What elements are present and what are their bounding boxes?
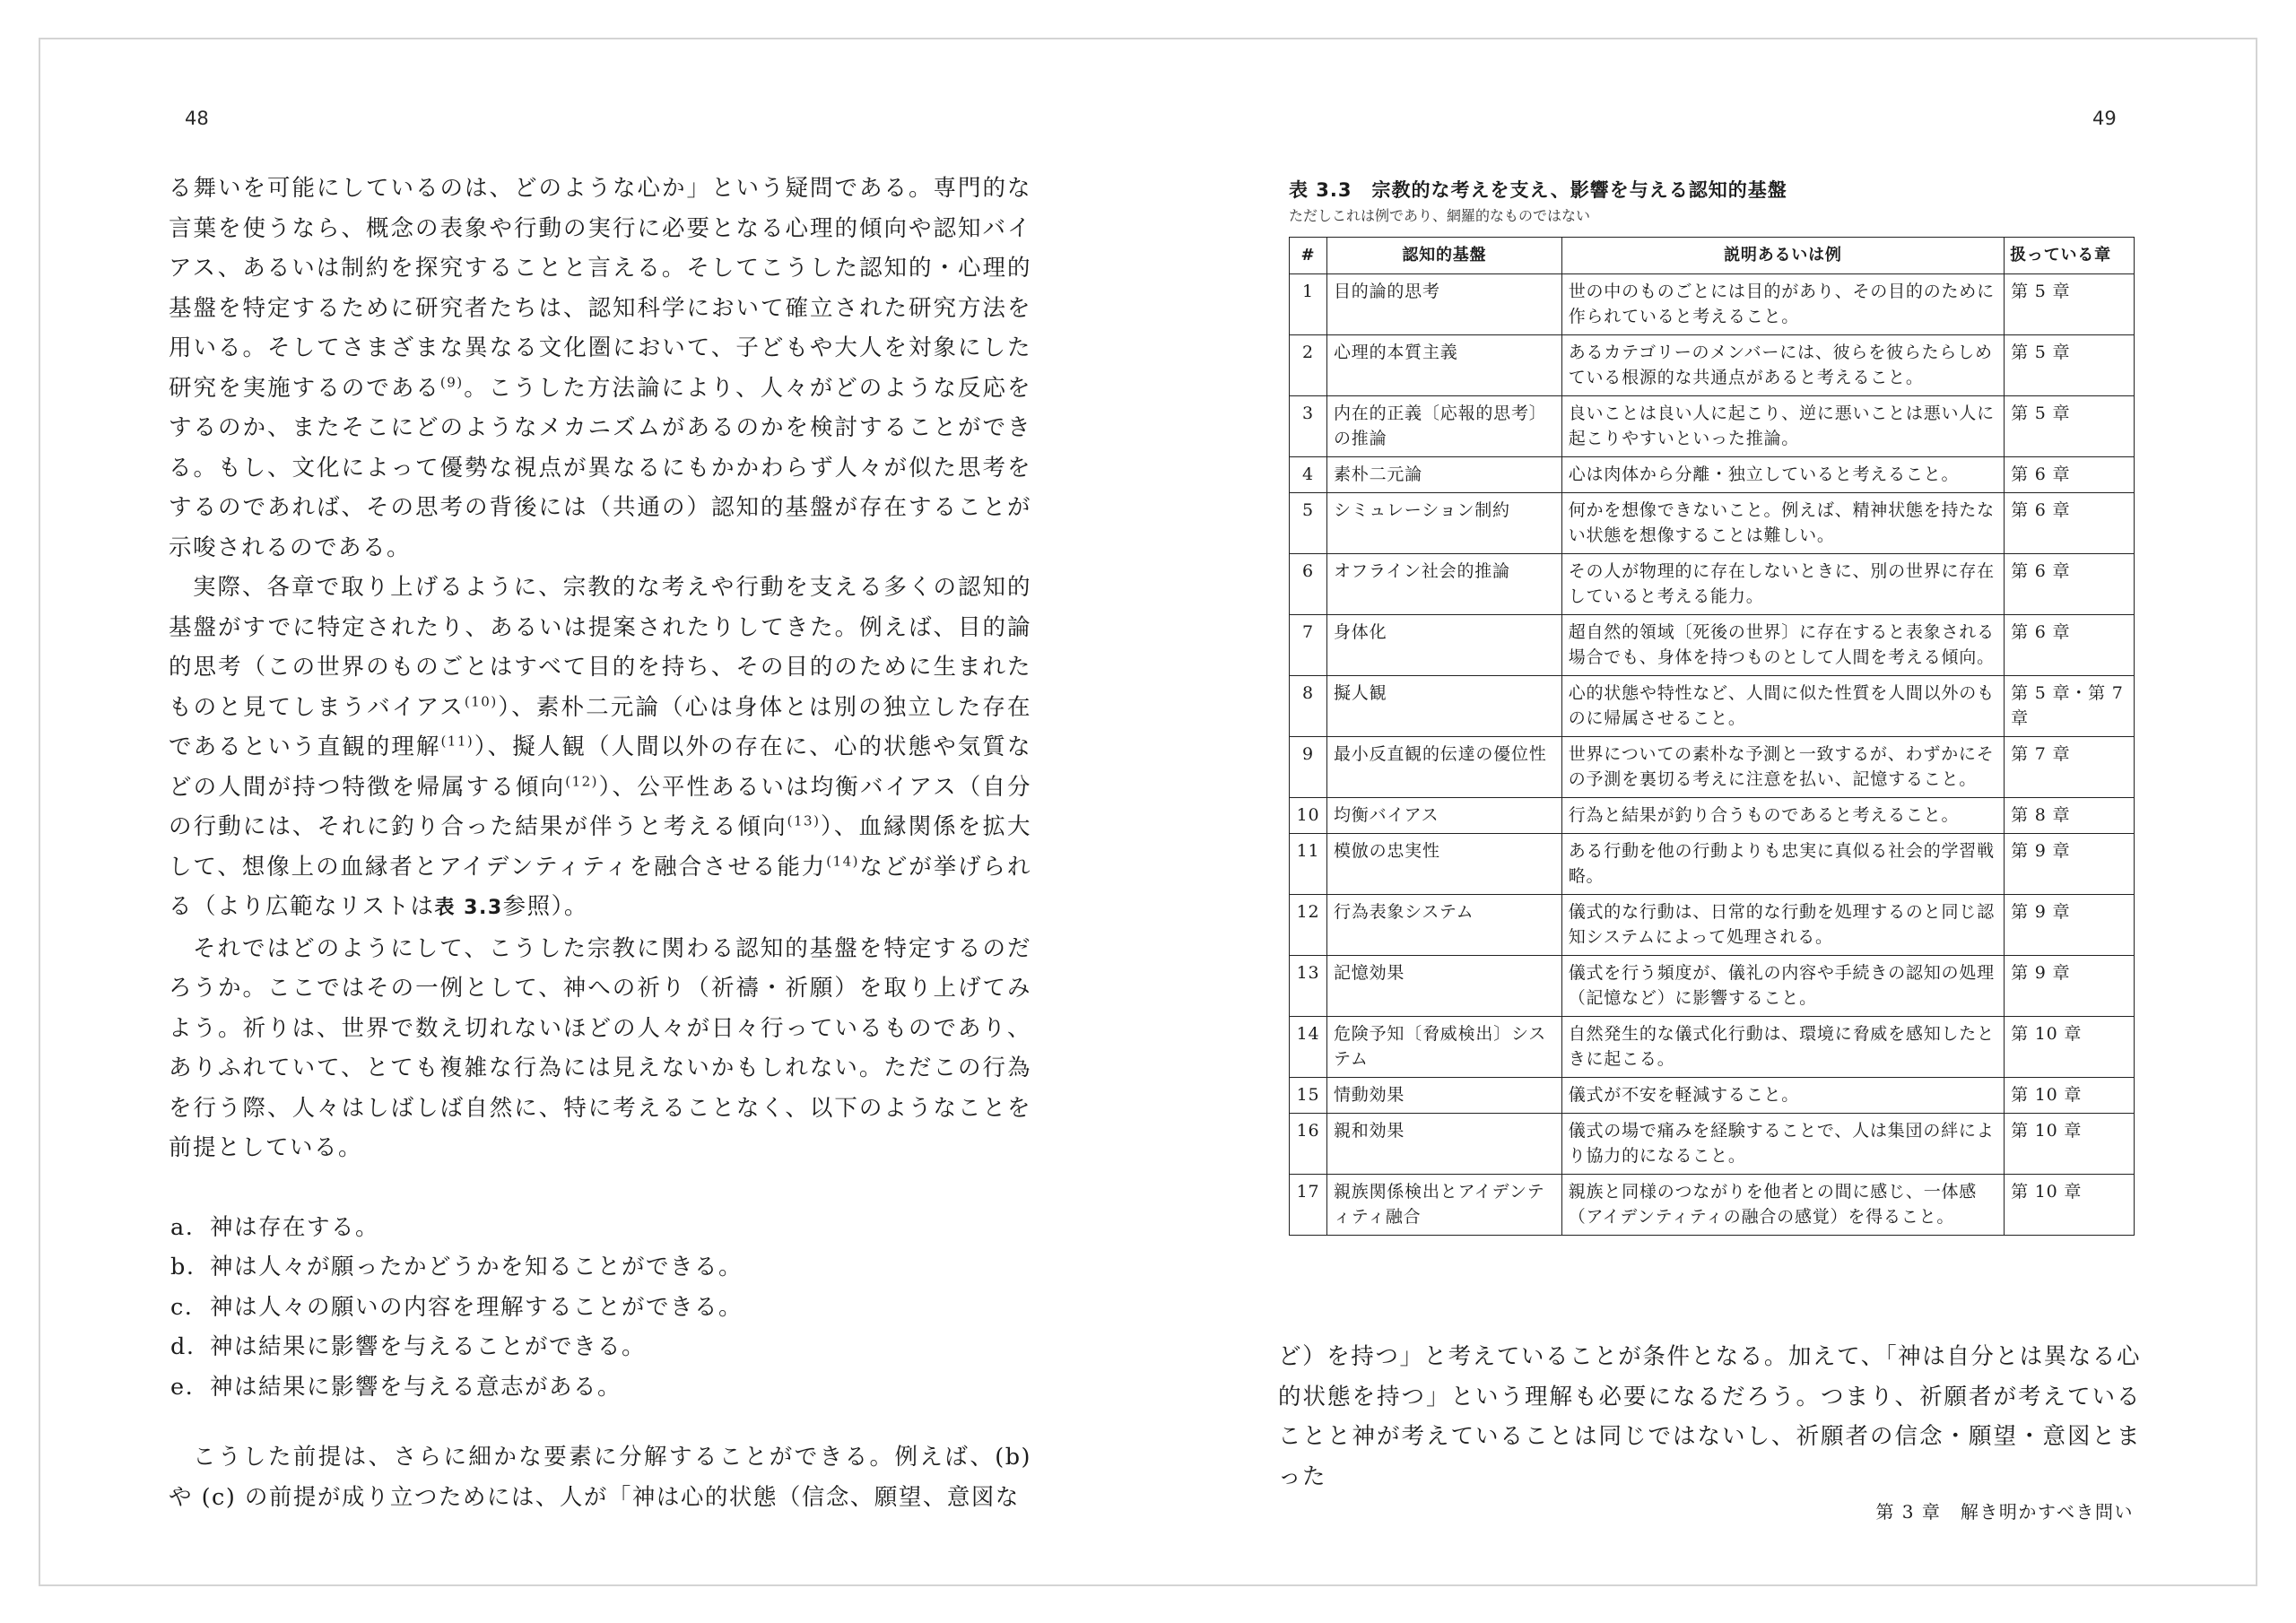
row-number-cell: 5: [1290, 493, 1327, 554]
cognitive-foundations-table: [1289, 237, 2135, 1236]
row-number-cell: 8: [1290, 676, 1327, 737]
table-row: [1290, 956, 2135, 1017]
chapter-cell: 第 6 章: [2005, 493, 2135, 554]
chapter-cell: 第 6 章: [2005, 554, 2135, 615]
table-title: 表 3.3 宗教的な考えを支え、影響を与える認知的基盤: [1289, 179, 1787, 201]
description-cell: 何かを想像できないこと。例えば、精神状態を持たない状態を想像することは難しい。: [1561, 493, 2004, 554]
chapter-cell: 第 5 章: [2005, 396, 2135, 457]
left-page-number: 48: [185, 108, 209, 129]
premise-list: [169, 1208, 1031, 1408]
table-row: [1290, 737, 2135, 798]
chapter-cell: 第 10 章: [2005, 1114, 2135, 1175]
table-header-row: [1290, 238, 2135, 274]
foundation-name-cell: オフライン社会的推論: [1326, 554, 1561, 615]
row-number-cell: 17: [1290, 1175, 1327, 1236]
description-cell: 心は肉体から分離・独立していると考えること。: [1561, 457, 2004, 493]
premise-marker: e.: [170, 1373, 195, 1401]
foundation-name-cell: 内在的正義〔応報的思考〕の推論: [1326, 396, 1561, 457]
chapter-cell: 第 10 章: [2005, 1017, 2135, 1078]
chapter-cell: 第 5 章・第 7 章: [2005, 676, 2135, 737]
closing-paragraph: こうした前提は、さらに細かな要素に分解することができる。例えば、(b) や (c) の前提が成り立つためには、人が「神は心的状態（信念、願望、意図な: [169, 1444, 1031, 1511]
footnote-reference: (10): [464, 693, 498, 709]
description-cell: 行為と結果が釣り合うものであると考えること。: [1561, 798, 2004, 834]
row-number-cell: 13: [1290, 956, 1327, 1017]
row-number-cell: 9: [1290, 737, 1327, 798]
text-run: 実際、各章で取り上げるように、宗教的な考えや行動を支える多くの認知的基盤がすでに特定されたり、あるいは提案されたりしてきた。例えば、目的論的思考（この世界のものごとはすべて目的を持ち、その目的のために生まれたものと見てしまうバイアス: [169, 574, 1031, 721]
row-number-cell: 16: [1290, 1114, 1327, 1175]
foundation-name-cell: 行為表象システム: [1326, 895, 1561, 956]
premise-item: [169, 1288, 1031, 1328]
header-foundation: 認知的基盤: [1326, 238, 1561, 274]
description-cell: 超自然的領域〔死後の世界〕に存在すると表象される場合でも、身体を持つものとして人間を考える傾向。: [1561, 615, 2004, 676]
row-number-cell: 11: [1290, 834, 1327, 895]
description-cell: その人が物理的に存在しないときに、別の世界に存在していると考える能力。: [1561, 554, 2004, 615]
right-body-text: ど）を持つ」と考えていることが条件となる。加えて、「神は自分とは異なる心的状態を持つ」という理解も必要になるだろう。つまり、祈願者が考えていることと神が考えていることは同じではないし、祈願者の信念・願望・意図とまった: [1278, 1343, 2141, 1490]
description-cell: 儀式的な行動は、日常的な行動を処理するのと同じ認知システムによって処理される。: [1561, 895, 2004, 956]
text-run: 。こうした方法論により、人々がどのような反応をするのか、またそこにどのようなメカニズムがあるのかを検討することができる。もし、文化によって優勢な視点が異なるにもかかわらず人々が似た思考をするのであれば、その思考の背後には（共通の）認知的基盤が存在することが示唆されるのである。: [169, 374, 1031, 561]
foundation-name-cell: 均衡バイアス: [1326, 798, 1561, 834]
description-cell: 世の中のものごとには目的があり、その目的のために作られていると考えること。: [1561, 274, 2004, 335]
footnote-reference: (13): [787, 812, 821, 829]
premise-item: [169, 1367, 1031, 1408]
table-row: [1290, 895, 2135, 956]
table-reference: 表 3.3: [434, 897, 503, 919]
foundation-name-cell: 目的論的思考: [1326, 274, 1561, 335]
premise-item: [169, 1208, 1031, 1248]
premise-marker: a.: [170, 1213, 195, 1241]
foundation-name-cell: 模倣の忠実性: [1326, 834, 1561, 895]
text-run: ）、素朴二元論（心は身体とは別の独立した存在であるという直観的理解: [169, 693, 1031, 760]
header-description: 説明あるいは例: [1561, 238, 2004, 274]
description-cell: 自然発生的な儀式化行動は、環境に脅威を感知したときに起こる。: [1561, 1017, 2004, 1078]
table-row: [1290, 676, 2135, 737]
body-paragraph: [169, 169, 1031, 568]
foundation-name-cell: 最小反直観的伝達の優位性: [1326, 737, 1561, 798]
description-cell: ある行動を他の行動よりも忠実に真似る社会的学習戦略。: [1561, 834, 2004, 895]
text-run: などが挙げられる（より広範なリストは: [169, 853, 1031, 920]
premise-marker: b.: [170, 1254, 196, 1280]
chapter-cell: 第 10 章: [2005, 1175, 2135, 1236]
foundation-name-cell: 親和効果: [1326, 1114, 1561, 1175]
text-run: ）、血縁関係を拡大して、想像上の血縁者とアイデンティティを融合させる能力: [169, 813, 1031, 881]
chapter-cell: 第 9 章: [2005, 834, 2135, 895]
table-row: [1290, 834, 2135, 895]
premise-marker: c.: [170, 1293, 194, 1321]
premise-text: 神は結果に影響を与えることができる。: [210, 1333, 647, 1360]
running-footer: 第 3 章 解き明かすべき問い: [1875, 1501, 2134, 1523]
row-number-cell: 4: [1290, 457, 1327, 493]
row-number-cell: 3: [1290, 396, 1327, 457]
table-row: [1290, 1017, 2135, 1078]
premise-text: 神は存在する。: [210, 1213, 380, 1241]
header-chapter: 扱っている章: [2005, 238, 2135, 274]
chapter-cell: 第 10 章: [2005, 1078, 2135, 1114]
premise-text: 神は人々の願いの内容を理解することができる。: [210, 1293, 744, 1321]
footnote-reference: (11): [440, 733, 474, 750]
row-number-cell: 10: [1290, 798, 1327, 834]
table-row: [1290, 1175, 2135, 1236]
right-page-number: 49: [2092, 108, 2117, 129]
text-run: ）、擬人観（人間以外の存在に、心的状態や気質などの人間が持つ特徴を帰属する傾向: [169, 733, 1031, 801]
text-run: ）、公平性あるいは均衡バイアス（自分の行動には、それに釣り合った結果が伴うと考える傾向: [169, 773, 1031, 840]
table-note: ただしこれは例であり、網羅的なものではない: [1289, 207, 1591, 224]
table-row: [1290, 615, 2135, 676]
description-cell: 世界についての素朴な予測と一致するが、わずかにその予測を裏切る考えに注意を払い、記憶すること。: [1561, 737, 2004, 798]
foundation-name-cell: 危険予知〔脅威検出〕システム: [1326, 1017, 1561, 1078]
text-run: る舞いを可能にしているのは、どのような心か」という疑問である。専門的な言葉を使うなら、概念の表象や行動の実行に必要となる心理的傾向や認知バイアス、あるいは制約を探究することと言える。そしてこうした認知的・心理的基盤を特定するために研究者たちは、認知科学において確立された研究方法を用いる。そしてさまざまな異なる文化圏において、子どもや大人を対象にした研究を実施するのである: [169, 175, 1031, 402]
table-row: [1290, 493, 2135, 554]
premise-text: 神は結果に影響を与える意志がある。: [210, 1373, 622, 1401]
text-run: 参照）。: [502, 893, 588, 920]
premise-marker: d.: [170, 1333, 196, 1360]
description-cell: 儀式が不安を軽減すること。: [1561, 1078, 2004, 1114]
chapter-cell: 第 9 章: [2005, 895, 2135, 956]
description-cell: あるカテゴリーのメンバーには、彼らを彼らたらしめている根源的な共通点があると考えること。: [1561, 335, 2004, 396]
table-row: [1290, 554, 2135, 615]
foundation-name-cell: 記憶効果: [1326, 956, 1561, 1017]
table-row: [1290, 274, 2135, 335]
description-cell: 心的状態や特性など、人間に似た性質を人間以外のものに帰属させること。: [1561, 676, 2004, 737]
table-row: [1290, 396, 2135, 457]
chapter-cell: 第 5 章: [2005, 335, 2135, 396]
row-number-cell: 7: [1290, 615, 1327, 676]
footnote-reference: (12): [565, 773, 599, 789]
table-row: [1290, 1078, 2135, 1114]
description-cell: 良いことは良い人に起こり、逆に悪いことは悪い人に起こりやすいといった推論。: [1561, 396, 2004, 457]
row-number-cell: 6: [1290, 554, 1327, 615]
premise-item: [169, 1327, 1031, 1367]
premise-text: 神は人々が願ったかどうかを知ることができる。: [210, 1254, 744, 1280]
chapter-cell: 第 5 章: [2005, 274, 2135, 335]
chapter-cell: 第 6 章: [2005, 457, 2135, 493]
foundation-name-cell: 擬人観: [1326, 676, 1561, 737]
footnote-reference: (14): [826, 853, 859, 869]
body-paragraph: [169, 568, 1031, 929]
row-number-cell: 15: [1290, 1078, 1327, 1114]
row-number-cell: 1: [1290, 274, 1327, 335]
description-cell: 親族と同様のつながりを他者との間に感じ、一体感（アイデンティティの融合の感覚）を得ること。: [1561, 1175, 2004, 1236]
foundation-name-cell: 身体化: [1326, 615, 1561, 676]
table-row: [1290, 1114, 2135, 1175]
table-row: [1290, 457, 2135, 493]
description-cell: 儀式を行う頻度が、儀礼の内容や手続きの認知の処理（記憶など）に影響すること。: [1561, 956, 2004, 1017]
table-row: [1290, 798, 2135, 834]
description-cell: 儀式の場で痛みを経験することで、人は集団の絆により協力的になること。: [1561, 1114, 2004, 1175]
row-number-cell: 12: [1290, 895, 1327, 956]
foundation-name-cell: シミュレーション制約: [1326, 493, 1561, 554]
chapter-cell: 第 8 章: [2005, 798, 2135, 834]
foundation-name-cell: 素朴二元論: [1326, 457, 1561, 493]
chapter-cell: 第 7 章: [2005, 737, 2135, 798]
table-row: [1290, 335, 2135, 396]
foundation-name-cell: 親族関係検出とアイデンティティ融合: [1326, 1175, 1561, 1236]
foundation-name-cell: 心理的本質主義: [1326, 335, 1561, 396]
body-paragraph: [169, 929, 1031, 1168]
chapter-cell: 第 6 章: [2005, 615, 2135, 676]
left-page-body: [169, 169, 1031, 1517]
text-run: それではどのようにして、こうした宗教に関わる認知的基盤を特定するのだろうか。ここではその一例として、神への祈り（祈禱・祈願）を取り上げてみよう。祈りは、世界で数え切れないほどの人々が日々行っているものであり、ありふれていて、とても複雑な行為には見えないかもしれない。ただこの行為を行う際、人々はしばしば自然に、特に考えることなく、以下のようなことを前提としている。: [169, 934, 1031, 1161]
premise-item: [169, 1247, 1031, 1288]
row-number-cell: 2: [1290, 335, 1327, 396]
row-number-cell: 14: [1290, 1017, 1327, 1078]
foundation-name-cell: 情動効果: [1326, 1078, 1561, 1114]
chapter-cell: 第 9 章: [2005, 956, 2135, 1017]
footnote-reference: (9): [439, 374, 464, 390]
header-number: #: [1290, 238, 1327, 274]
